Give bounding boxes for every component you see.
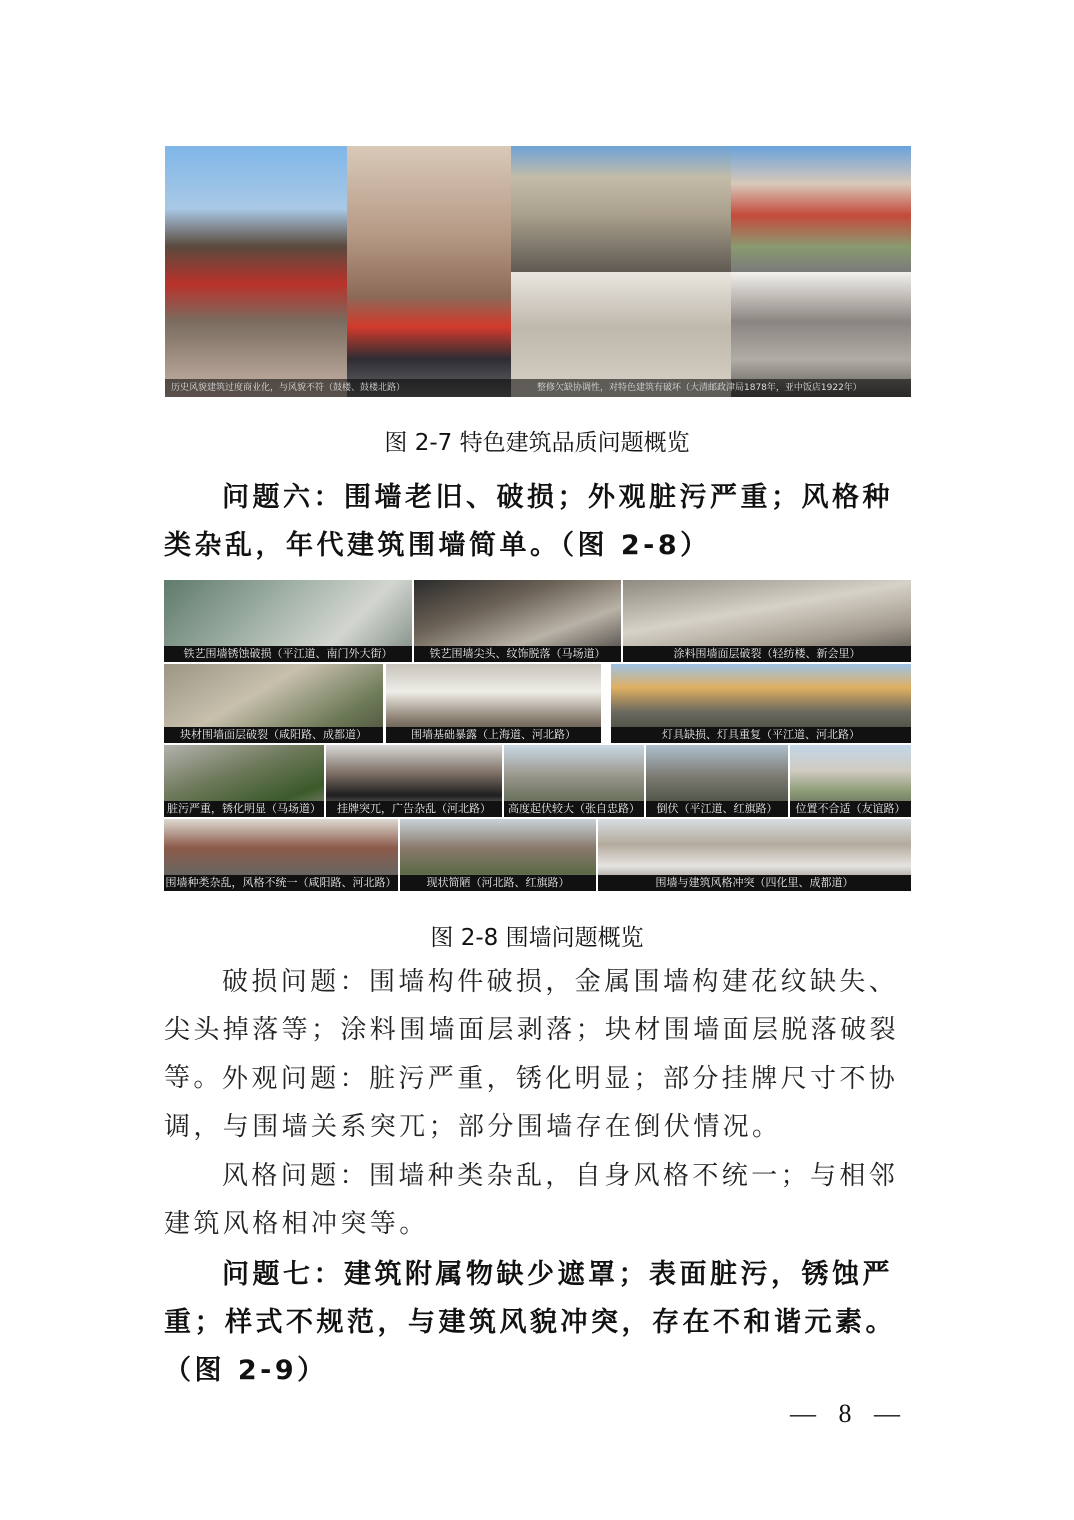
photo-shopfront-building <box>347 146 511 397</box>
tile-collapsed-fence <box>646 745 788 817</box>
tile-crude-condition <box>400 819 596 891</box>
style-paragraph: 风格问题：围墙种类杂乱，自身风格不统一；与相邻建筑风格相冲突等。 <box>164 1161 899 1239</box>
tile-lamp-damage <box>611 664 911 743</box>
overlay-right-text: 整修欠缺协调性，对特色建筑有破坏（大清邮政津局1878年，亚中饭店1922年） <box>537 383 862 393</box>
tile-bad-position <box>790 745 911 817</box>
page-number: — 8 — <box>790 1399 908 1428</box>
tile-label: 块材围墙面层破裂（咸阳路、成都道） <box>164 727 383 743</box>
tile-label: 灯具缺损、灯具重复（平江道、河北路） <box>611 727 911 743</box>
tile-label: 挂牌突兀，广告杂乱（河北路） <box>326 801 502 817</box>
tile-label: 围墙基础暴露（上海道、河北路） <box>386 727 601 743</box>
tile-label: 涂料围墙面层破裂（轻纺楼、新会里） <box>623 646 911 662</box>
problem-6-paragraph: 问题六：围墙老旧、破损；外观脏污严重；风格种类杂乱，年代建筑围墙简单。（图 2-8） <box>164 482 893 561</box>
tile-label: 脏污严重，锈化明显（马场道） <box>164 801 324 817</box>
tile-iron-fence-spikes <box>414 580 621 662</box>
overlay-left-text: 历史风貌建筑过度商业化，与风貌不符（鼓楼、鼓楼北路） <box>171 383 406 393</box>
tile-label: 铁艺围墙尖头、纹饰脱落（马场道） <box>414 646 621 662</box>
photo-red-brick-hotel <box>731 146 911 272</box>
appearance-paragraph: 外观问题：脏污严重，锈化明显；部分挂牌尺寸不协调，与围墙关系突兀；部分围墙存在倒伏情况。 <box>164 1064 899 1142</box>
tile-label: 现状简陋（河北路、红旗路） <box>400 875 596 891</box>
tile-signage-clutter <box>326 745 502 817</box>
tile-height-variation <box>504 745 644 817</box>
tile-label: 高度起伏较大（张自忠路） <box>504 801 644 817</box>
tile-block-wall-cracks <box>164 664 383 743</box>
figure-2-8-caption: 图 2-8 围墙问题概览 <box>430 925 644 951</box>
tile-iron-fence-rust <box>164 580 412 662</box>
tile-label: 围墙种类杂乱，风格不统一（咸阳路、河北路） <box>165 876 397 889</box>
tile-label: 位置不合适（友谊路） <box>790 801 911 817</box>
photo-commercialized-historic-street <box>165 146 347 397</box>
tile-exposed-foundation <box>386 664 601 743</box>
tile-label: 围墙与建筑风格冲突（四化里、成都道） <box>598 875 911 891</box>
tile-mixed-styles <box>164 819 398 891</box>
tile-label: 铁艺围墙锈蚀破损（平江道、南门外大街） <box>164 646 412 662</box>
damage-paragraph: 破损问题：围墙构件破损，金属围墙构建花纹缺失、尖头掉落等；涂料围墙面层剥落；块材围墙面层脱落破裂等。 <box>164 967 900 1093</box>
tile-label: 倒伏（平江道、红旗路） <box>646 801 788 817</box>
figure-2-7-caption: 图 2-7 特色建筑品质问题概览 <box>384 430 690 456</box>
tile-painted-wall-cracks <box>623 580 911 662</box>
problem-7-paragraph: 问题七：建筑附属物缺少遮罩；表面脏污，锈蚀严重；样式不规范，与建筑风貌冲突，存在不和谐元素。（图 2-9） <box>164 1259 896 1386</box>
photo-post-office-facade <box>511 146 731 272</box>
figure-2-7-overlay <box>165 379 911 397</box>
tile-style-conflict <box>598 819 911 891</box>
tile-dirty-rusted <box>164 745 324 817</box>
